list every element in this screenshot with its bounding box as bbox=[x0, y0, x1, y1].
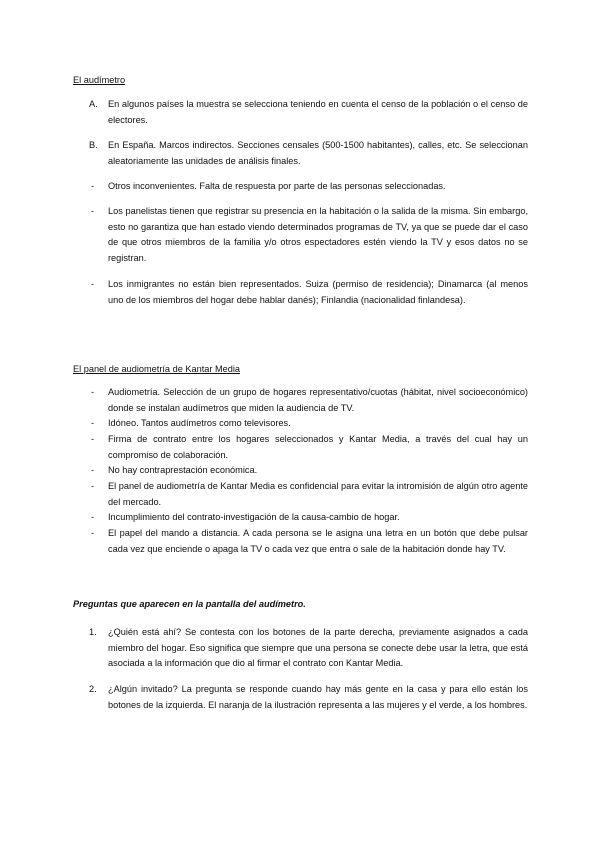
list-item-text: Audiometría. Selección de un grupo de hogares representativo/cuotas (hábitat, nivel socioeconómico) donde se instalan audímetros que miden la audiencia de TV. bbox=[108, 387, 528, 413]
list-marker: - bbox=[91, 418, 95, 428]
list-marker: B. bbox=[89, 140, 98, 150]
list-item-text: ¿Quién está ahí? Se contesta con los botones de la parte derecha, previamente asignados a cada miembro del hogar. Eso significa que siempre que una persona se conecte debe usar la letra, que está asociada a la información que dio al firmar el contrato con Kantar Media. bbox=[108, 627, 528, 669]
list-marker: - bbox=[91, 279, 95, 289]
list-marker: - bbox=[91, 181, 95, 191]
list-item-text: Los inmigrantes no están bien representados. Suiza (permiso de residencia); Dinamarca (al menos uno de los miembros del hogar debe hablar danés); Finlandia (nacionalidad finlandesa). bbox=[108, 279, 528, 305]
list-item-text: Incumplimiento del contrato-investigación de la causa-cambio de hogar. bbox=[108, 512, 400, 522]
list-item-text: El panel de audiometría de Kantar Media es confidencial para evitar la intromisión de algún otro agente del mercado. bbox=[108, 481, 528, 507]
list-marker: - bbox=[91, 481, 95, 491]
list-marker: - bbox=[91, 512, 95, 522]
list-item-text: Otros inconvenientes. Falta de respuesta por parte de las personas seleccionadas. bbox=[108, 181, 446, 191]
list-marker: 2. bbox=[89, 684, 97, 694]
list-item-text: En algunos países la muestra se selecciona teniendo en cuenta el censo de la población o el censo de electores. bbox=[108, 99, 528, 125]
section-heading-audimetro: El audímetro bbox=[73, 75, 126, 85]
list-marker: - bbox=[91, 434, 95, 444]
list-item-text: Idóneo. Tantos audímetros como televisores. bbox=[108, 418, 291, 428]
list-marker: - bbox=[91, 528, 95, 538]
list-item-text: En España. Marcos indirectos. Secciones censales (500-1500 habitantes), calles, etc. Se seleccionan aleatoriamente las unidades de análisis finales. bbox=[108, 140, 528, 166]
list-item-text: No hay contraprestación económica. bbox=[108, 465, 258, 475]
list-marker: - bbox=[91, 206, 95, 216]
section-heading-preguntas: Preguntas que aparecen en la pantalla del audímetro. bbox=[73, 599, 306, 609]
list-marker: A. bbox=[89, 99, 98, 109]
list-marker: - bbox=[91, 387, 95, 397]
list-item-text: ¿Algún invitado? La pregunta se responde cuando hay más gente en la casa y para ello están los botones de la izquierda. El naranja de la ilustración representa a las mujeres y el verde, a los hombres. bbox=[108, 684, 528, 710]
list-marker: - bbox=[91, 465, 95, 475]
list-marker: 1. bbox=[89, 627, 97, 637]
list-item-text: El papel del mando a distancia. A cada persona se le asigna una letra en un botón que debe pulsar cada vez que enciende o apaga la TV o cada vez que entra o sale de la habitación donde hay TV. bbox=[108, 528, 528, 554]
section-heading-panel: El panel de audiometría de Kantar Media bbox=[73, 364, 241, 374]
list-item-text: Los panelistas tienen que registrar su presencia en la habitación o la salida de la misma. Sin embargo, esto no garantiza que han estado viendo determinados programas de TV, ya que se puede dar el caso de que otros miembros de la familia y/o otros espectadores estén viendo la TV y esos datos no se registran. bbox=[108, 206, 528, 263]
list-item-text: Firma de contrato entre los hogares seleccionados y Kantar Media, a través del cual hay un compromiso de colaboración. bbox=[108, 434, 528, 460]
